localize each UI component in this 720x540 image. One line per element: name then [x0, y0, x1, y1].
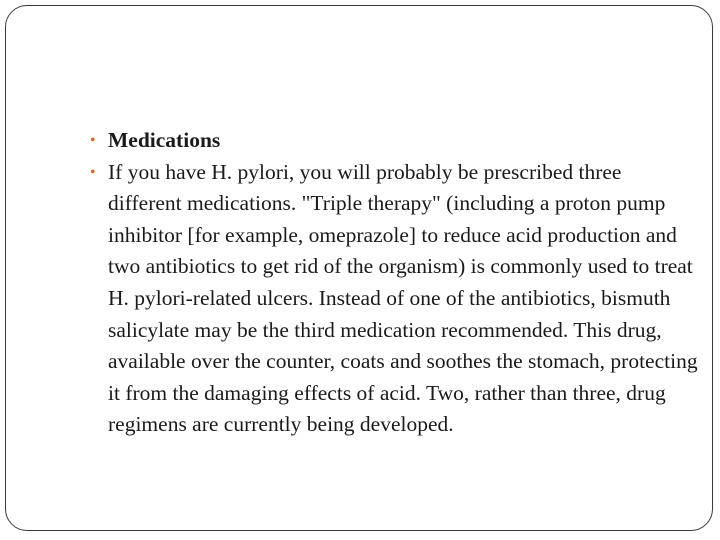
bullet-icon: • [90, 163, 96, 181]
slide-frame [5, 5, 713, 531]
bullet-item-medications-heading [90, 125, 700, 157]
bullet-icon: • [90, 132, 96, 149]
bullet-heading-text: Medications [108, 128, 221, 152]
bullet-body-text: If you have H. pylori, you will probably be prescribed three different medications. "Triple therapy" (including a proton pump inhibitor [for example, omeprazole] to reduce acid production and two antibiotics to get rid of the organism) is commonly used to treat H. pylori-related ulcers. Instead of one of the antibiotics, bismuth salicylate may be the third medication recommended. This drug, available over the counter, coats and soothes the stomach, protecting it from the damaging effects of acid. Two, rather than three, drug regimens are currently being developed. [108, 159, 698, 437]
bullet-list [90, 125, 700, 441]
bullet-item-triple-therapy [90, 157, 700, 441]
